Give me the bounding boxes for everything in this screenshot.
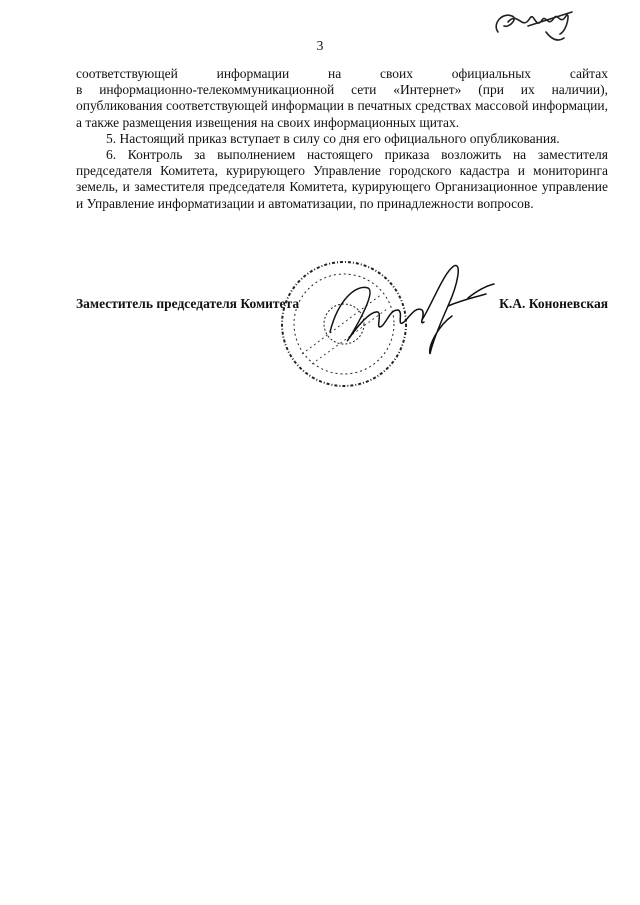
signer-position: Заместитель председателя Комитета [76,296,300,311]
document-body [76,66,608,212]
paragraph-item-6: 6. Контроль за выполнением настоящего приказа возложить на заместителя председателя Комитета, курирующего Управление городского кадастра и мониторинга земель, и заместителя председателя Комитета, курирующего Организационное управление и Управление информатизации и автоматизации, по принадлежности вопросов. [76,147,608,211]
seal-stamp [282,262,406,386]
page-number: 3 [316,38,324,53]
paragraph-item-5: 5. Настоящий приказ вступает в силу со дня его официального опубликования. [106,130,560,146]
seal-and-signature [272,254,502,394]
signer-name: К.А. Кононевская [499,296,608,311]
paragraph-continued-line: соответствующей информации на своих официальных сайтах [76,66,608,81]
handwritten-signature [330,266,494,354]
paragraph-continued-rest: в информационно-телекоммуникационной сети «Интернет» (при их наличии), опубликования соответствующей информации в печатных средствах массовой информации, а также размещения извещения на своих информационных щитах. [76,82,608,130]
